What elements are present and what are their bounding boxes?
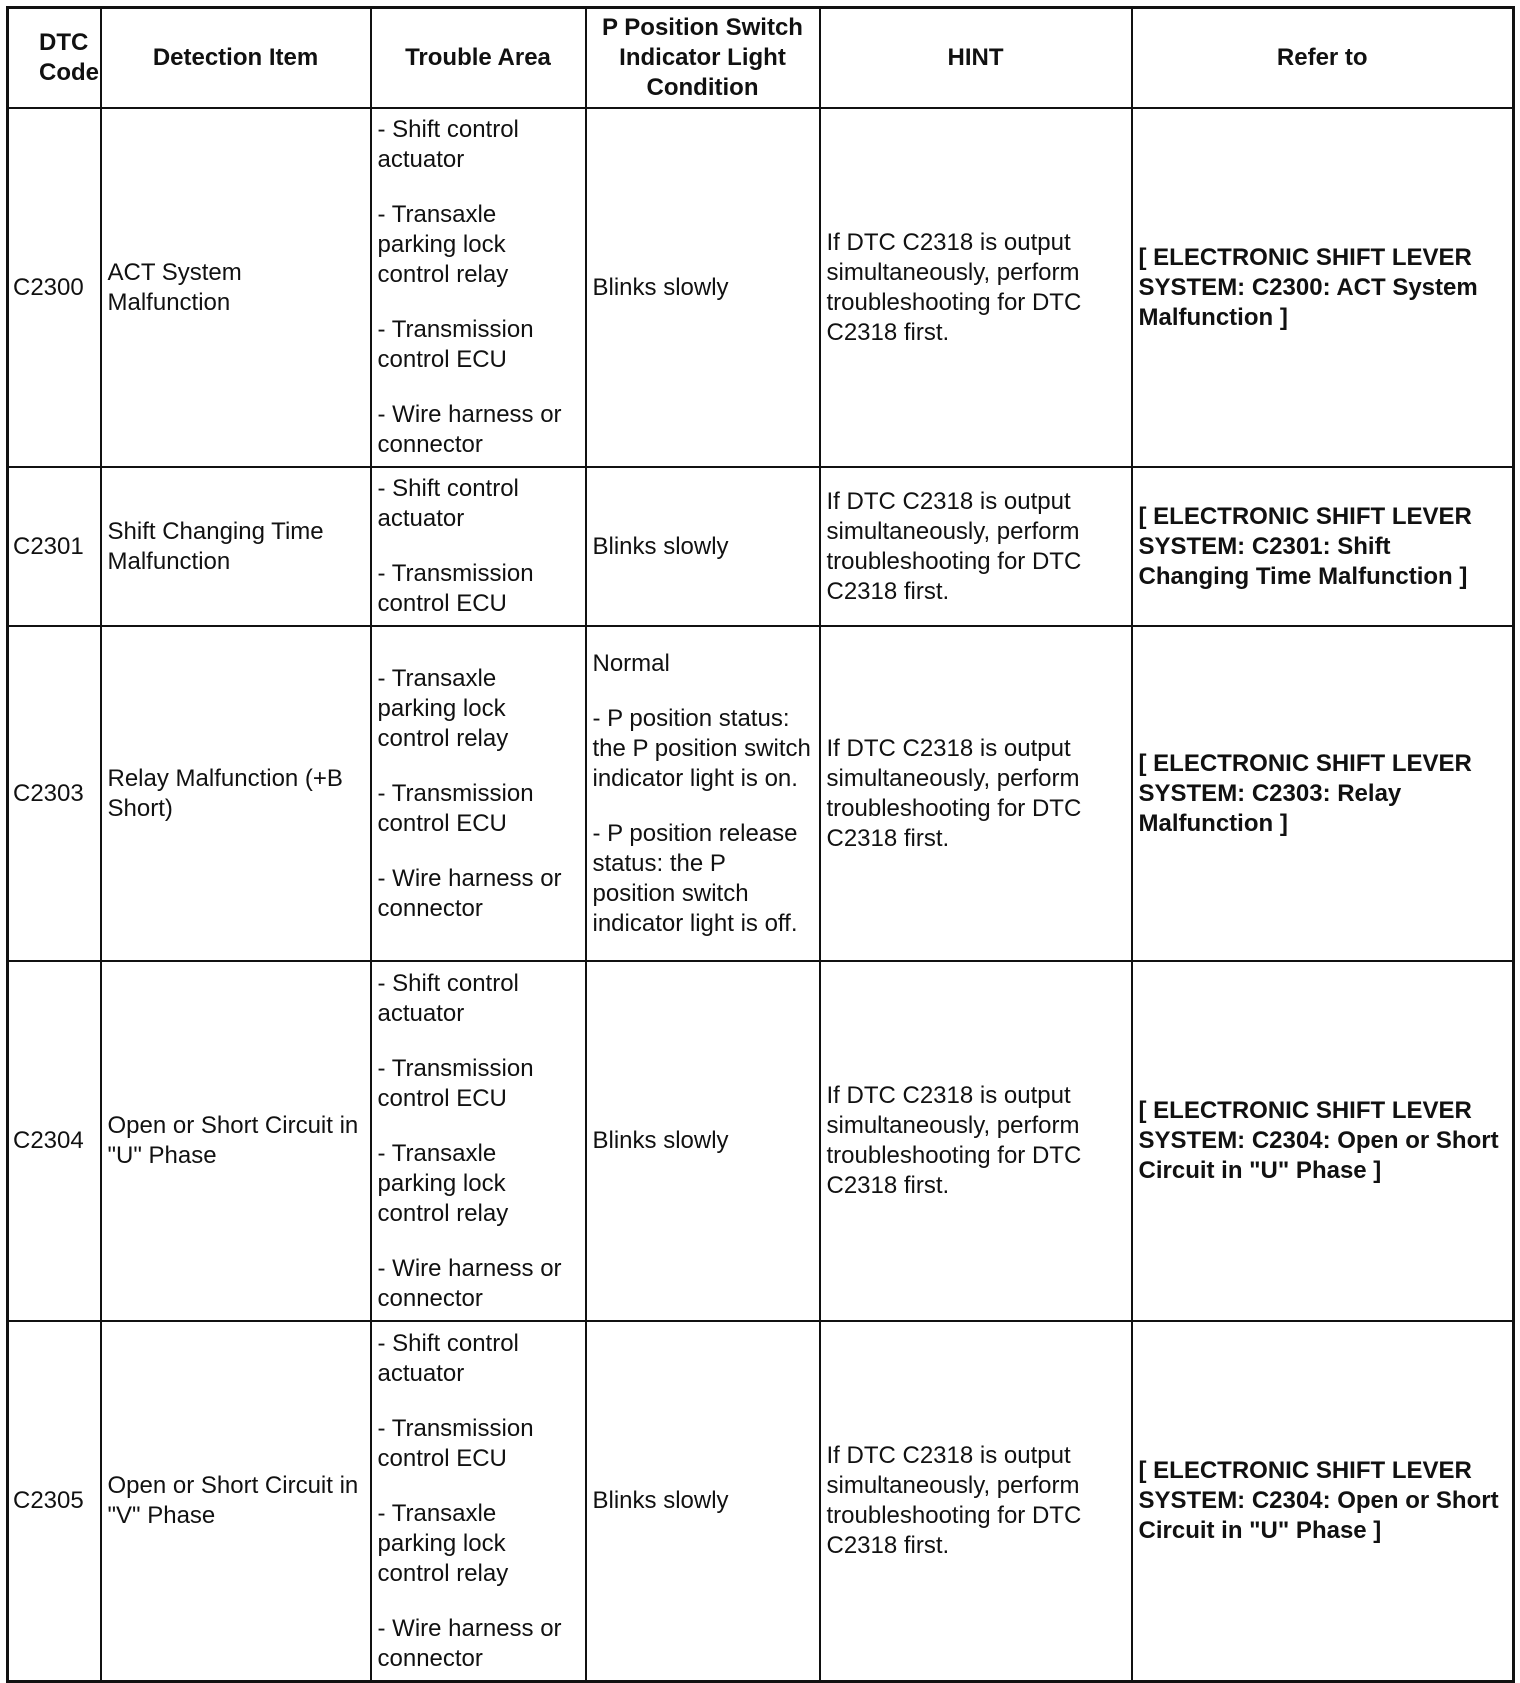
dtc-table [6, 6, 1515, 1683]
table-row [8, 467, 1514, 626]
refer-to-link[interactable]: [ ELECTRONIC SHIFT LEVER SYSTEM: C2304: Open or Short Circuit in "U" Phase ] [1132, 961, 1514, 1321]
condition-text: - P position release status: the P position switch indicator light is off. [592, 819, 798, 937]
header-row [8, 8, 1514, 109]
header-refer-to: Refer to [1132, 8, 1514, 109]
trouble-area-item: - Wire harness or connector [377, 401, 562, 458]
refer-to-link[interactable]: [ ELECTRONIC SHIFT LEVER SYSTEM: C2304: Open or Short Circuit in "U" Phase ] [1132, 1321, 1514, 1682]
trouble-area-item: - Shift control actuator [377, 969, 519, 1027]
indicator-condition-cell [586, 1321, 820, 1682]
condition-text: Blinks slowly [592, 273, 729, 301]
trouble-area-item: - Wire harness or connector [377, 1254, 562, 1312]
trouble-area-item: - Shift control actuator [377, 116, 519, 173]
trouble-area-cell [371, 961, 586, 1321]
hint-cell: If DTC C2318 is output simultaneously, perform troubleshooting for DTC C2318 first. [820, 467, 1132, 626]
trouble-area-item: - Transaxle parking lock control relay [377, 201, 509, 288]
header-detection-item: Detection Item [101, 8, 371, 109]
table-row [8, 108, 1514, 467]
hint-cell: If DTC C2318 is output simultaneously, perform troubleshooting for DTC C2318 first. [820, 1321, 1132, 1682]
trouble-area-item: - Transaxle parking lock control relay [377, 1499, 509, 1587]
trouble-area-item: - Shift control actuator [377, 475, 519, 532]
trouble-area-cell [371, 1321, 586, 1682]
trouble-area-item: - Wire harness or connector [377, 1614, 562, 1672]
detection-item-cell: Open or Short Circuit in "U" Phase [101, 961, 371, 1321]
dtc-code-cell: C2305 [8, 1321, 101, 1682]
header-indicator-condition: P Position Switch Indicator Light Condition [586, 8, 820, 109]
hint-cell: If DTC C2318 is output simultaneously, perform troubleshooting for DTC C2318 first. [820, 961, 1132, 1321]
dtc-code-cell: C2300 [8, 108, 101, 467]
detection-item-cell: Open or Short Circuit in "V" Phase [101, 1321, 371, 1682]
refer-to-link[interactable]: [ ELECTRONIC SHIFT LEVER SYSTEM: C2300: ACT System Malfunction ] [1132, 108, 1514, 467]
header-dtc-code: DTC Code [8, 8, 101, 109]
trouble-area-cell [371, 467, 586, 626]
indicator-condition-cell [586, 108, 820, 467]
hint-cell: If DTC C2318 is output simultaneously, perform troubleshooting for DTC C2318 first. [820, 626, 1132, 961]
detection-item-cell: Relay Malfunction (+B Short) [101, 626, 371, 961]
dtc-code-cell: C2301 [8, 467, 101, 626]
dtc-code-cell: C2304 [8, 961, 101, 1321]
dtc-code-cell: C2303 [8, 626, 101, 961]
table-row [8, 626, 1514, 961]
trouble-area-item: - Transmission control ECU [377, 1414, 534, 1472]
header-hint: HINT [820, 8, 1132, 109]
condition-text: Blinks slowly [592, 1127, 729, 1154]
refer-to-link[interactable]: [ ELECTRONIC SHIFT LEVER SYSTEM: C2303: Relay Malfunction ] [1132, 626, 1514, 961]
trouble-area-item: - Shift control actuator [377, 1329, 519, 1387]
trouble-area-item: - Transmission control ECU [377, 1054, 534, 1112]
trouble-area-cell [371, 626, 586, 961]
trouble-area-item: - Transaxle parking lock control relay [377, 664, 509, 752]
condition-text: Blinks slowly [592, 532, 729, 560]
trouble-area-item: - Transmission control ECU [377, 316, 534, 373]
indicator-condition-cell [586, 467, 820, 626]
trouble-area-item: - Transmission control ECU [377, 779, 534, 837]
trouble-area-cell [371, 108, 586, 467]
trouble-area-item: - Transaxle parking lock control relay [377, 1139, 509, 1227]
indicator-condition-cell [586, 626, 820, 961]
detection-item-cell: ACT System Malfunction [101, 108, 371, 467]
trouble-area-item: - Transmission control ECU [377, 560, 534, 617]
condition-text: Normal [592, 649, 670, 677]
table-row [8, 1321, 1514, 1682]
table-row [8, 961, 1514, 1321]
trouble-area-item: - Wire harness or connector [377, 864, 562, 922]
detection-item-cell: Shift Changing Time Malfunction [101, 467, 371, 626]
indicator-condition-cell [586, 961, 820, 1321]
hint-cell: If DTC C2318 is output simultaneously, perform troubleshooting for DTC C2318 first. [820, 108, 1132, 467]
refer-to-link[interactable]: [ ELECTRONIC SHIFT LEVER SYSTEM: C2301: Shift Changing Time Malfunction ] [1132, 467, 1514, 626]
condition-text: - P position status: the P position switch indicator light is on. [592, 704, 811, 792]
condition-text: Blinks slowly [592, 1487, 729, 1514]
header-trouble-area: Trouble Area [371, 8, 586, 109]
